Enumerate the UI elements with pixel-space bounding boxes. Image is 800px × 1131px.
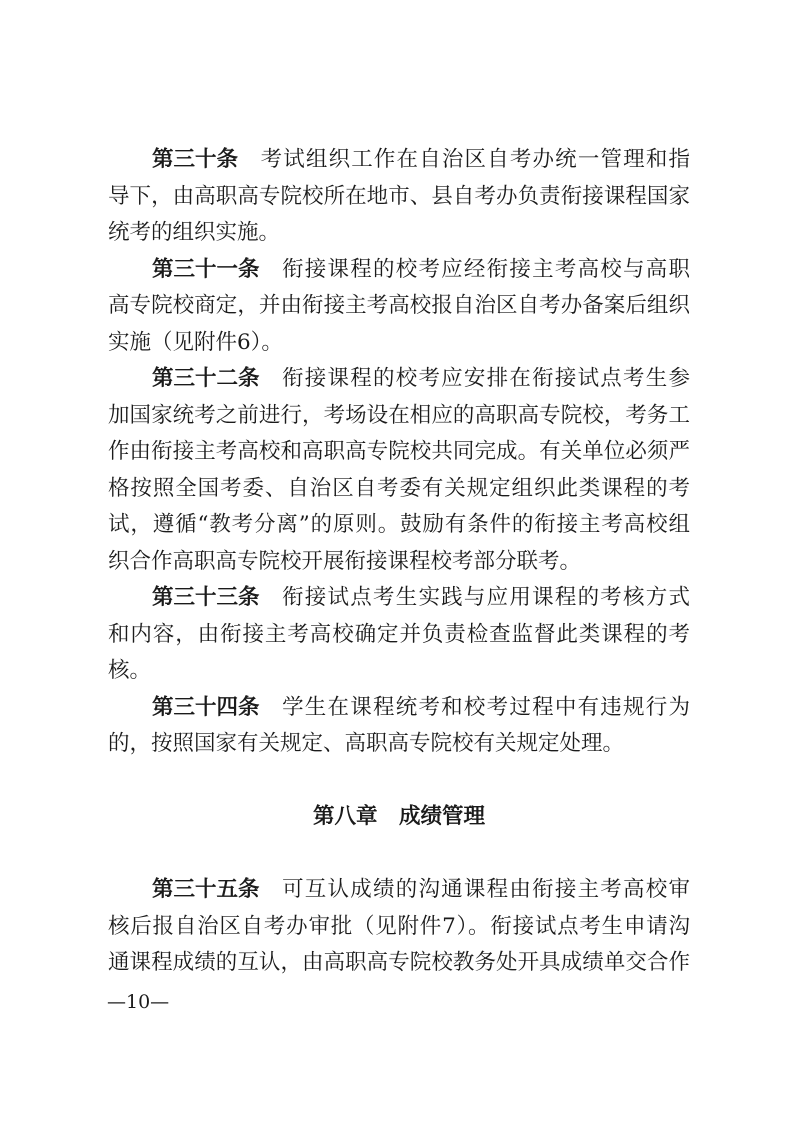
text-line: 统考的组织实施。 [108, 220, 281, 245]
text-line: 加国家统考之前进行，考场设在相应的高职高专院校，考务工 [108, 402, 690, 428]
spacer [108, 836, 690, 873]
article-33 [108, 580, 690, 690]
article-label: 第三十条 [152, 147, 239, 172]
article-text: 衔接课程的校考应安排在衔接试点考生参 [282, 366, 690, 391]
text-line: 高专院校商定，并由衔接主考高校报自治区自考办备案后组织 [108, 293, 690, 318]
article-label: 第三十三条 [152, 585, 260, 610]
text-line: 实施（见附件6）。 [108, 329, 283, 355]
text-line: 导下，由高职高专院校所在地市、县自考办负责衔接课程国家 [108, 183, 690, 209]
article-34 [108, 690, 690, 763]
text-line [108, 361, 690, 398]
page-number: —10— [107, 991, 170, 1013]
chapter-heading: 第八章 成绩管理 [312, 804, 485, 829]
text-line [108, 580, 690, 617]
article-text: 考试组织工作在自治区自考办统一管理和指 [260, 147, 690, 172]
article-text: 学生在课程统考和校考过程中有违规行为 [282, 694, 690, 720]
text-line [108, 872, 690, 909]
text-line [108, 690, 690, 727]
article-label: 第三十二条 [152, 366, 260, 391]
text-line: 核后报自治区自考办审批（见附件7）。衔接试点考生申请沟 [108, 913, 690, 939]
text-line: 织合作高职高专院校开展衔接课程校考部分联考。 [108, 548, 582, 574]
spacer [108, 763, 690, 800]
text-line [108, 252, 690, 289]
article-label: 第三十五条 [152, 877, 260, 902]
article-32 [108, 361, 690, 580]
text-line: 试，遵循“教考分离”的原则。鼓励有条件的衔接主考高校组 [108, 512, 690, 537]
text-line: 和内容，由衔接主考高校确定并负责检查监督此类课程的考 [108, 621, 690, 647]
article-text: 可互认成绩的沟通课程由衔接主考高校审 [282, 877, 690, 902]
body-text [108, 142, 690, 982]
text-line: 格按照全国考委、自治区自考委有关规定组织此类课程的考 [108, 475, 690, 501]
article-text: 衔接课程的校考应经衔接主考高校与高职 [282, 256, 690, 282]
text-line: 通课程成绩的互认，由高职高专院校教务处开具成绩单交合作 [108, 950, 690, 975]
text-line [108, 142, 690, 179]
text-line: 的，按照国家有关规定、高职高专院校有关规定处理。 [108, 731, 625, 756]
article-label: 第三十四条 [152, 694, 260, 720]
article-30 [108, 142, 690, 252]
article-35 [108, 872, 690, 982]
text-line: 作由衔接主考高校和高职高专院校共同完成。有关单位必须严 [108, 439, 690, 464]
article-31 [108, 252, 690, 362]
text-line: 核。 [108, 658, 152, 683]
article-label: 第三十一条 [152, 256, 260, 282]
article-text: 衔接试点考生实践与应用课程的考核方式 [282, 585, 690, 610]
